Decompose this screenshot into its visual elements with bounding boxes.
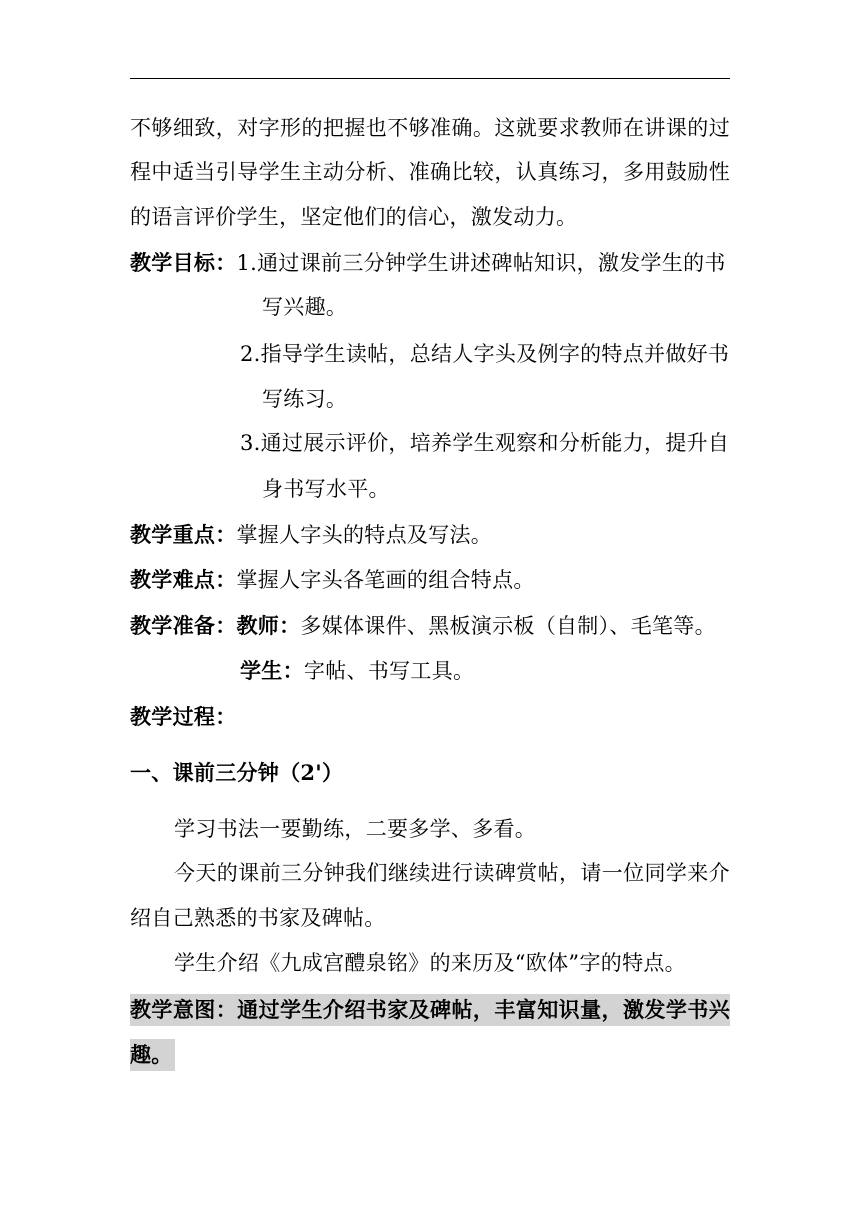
difficulty-label: 教学难点：: [130, 567, 237, 592]
difficulty-text: 掌握人字头各笔画的组合特点。: [236, 568, 535, 592]
teacher-label: 教师：: [236, 613, 301, 638]
intro-line-3: 的语言评价学生，坚定他们的信心，激发动力。: [130, 205, 578, 229]
key-point-text: 掌握人字头的特点及写法。: [236, 523, 493, 547]
objectives-line-1: [130, 248, 730, 278]
section-1-paragraph-1: 学习书法一要勤练，二要多学、多看。: [174, 817, 537, 841]
objectives-label: 教学目标：: [130, 250, 237, 275]
student-label: 学生：: [240, 658, 304, 683]
objective-2-a: 2.指导学生读帖，总结人字头及例字的特点并做好书: [240, 342, 730, 366]
objective-1-b: 写兴趣。: [262, 295, 348, 319]
student-text: 字帖、书写工具。: [303, 659, 475, 683]
intro-line-2: 程中适当引导学生主动分析、准确比较，认真练习，多用鼓励性: [130, 160, 730, 184]
section-1-paragraph-2-b: 绍自己熟悉的书家及碑帖。: [130, 906, 386, 930]
objective-3-a: 3.通过展示评价，培养学生观察和分析能力，提升自: [240, 431, 730, 455]
key-point-line: [130, 520, 730, 550]
section-1-heading: 一、课前三分钟（2'）: [130, 760, 344, 785]
process-label: 教学过程：: [130, 704, 237, 729]
student-line: [240, 656, 730, 686]
section-1-paragraph-2-a: 今天的课前三分钟我们继续进行读碑赏帖，请一位同学来介: [174, 861, 730, 885]
teaching-intent-text-2: 趣。: [130, 1039, 175, 1071]
teaching-intent-line-2: [130, 1039, 175, 1069]
objective-2-b: 写练习。: [262, 387, 348, 411]
difficulty-line: [130, 565, 730, 595]
preparation-line: [130, 611, 730, 641]
section-1-paragraph-3: 学生介绍《九成宫醴泉铭》的来历及“欧体”字的特点。: [174, 951, 686, 975]
objective-3-b: 身书写水平。: [262, 477, 390, 501]
preparation-label: 教学准备：: [130, 613, 237, 638]
intro-line-1: 不够细致，对字形的把握也不够准确。这就要求教师在讲课的过: [130, 116, 730, 140]
teaching-intent-line-1: 教学意图：通过学生介绍书家及碑帖，丰富知识量，激发学书兴: [130, 994, 730, 1026]
key-point-label: 教学重点：: [130, 522, 237, 547]
header-rule: [130, 78, 730, 79]
teacher-text: 多媒体课件、黑板演示板（自制）、毛笔等。: [300, 614, 716, 638]
objective-1-a: 1.通过课前三分钟学生讲述碑帖知识，激发学生的书: [236, 251, 726, 275]
